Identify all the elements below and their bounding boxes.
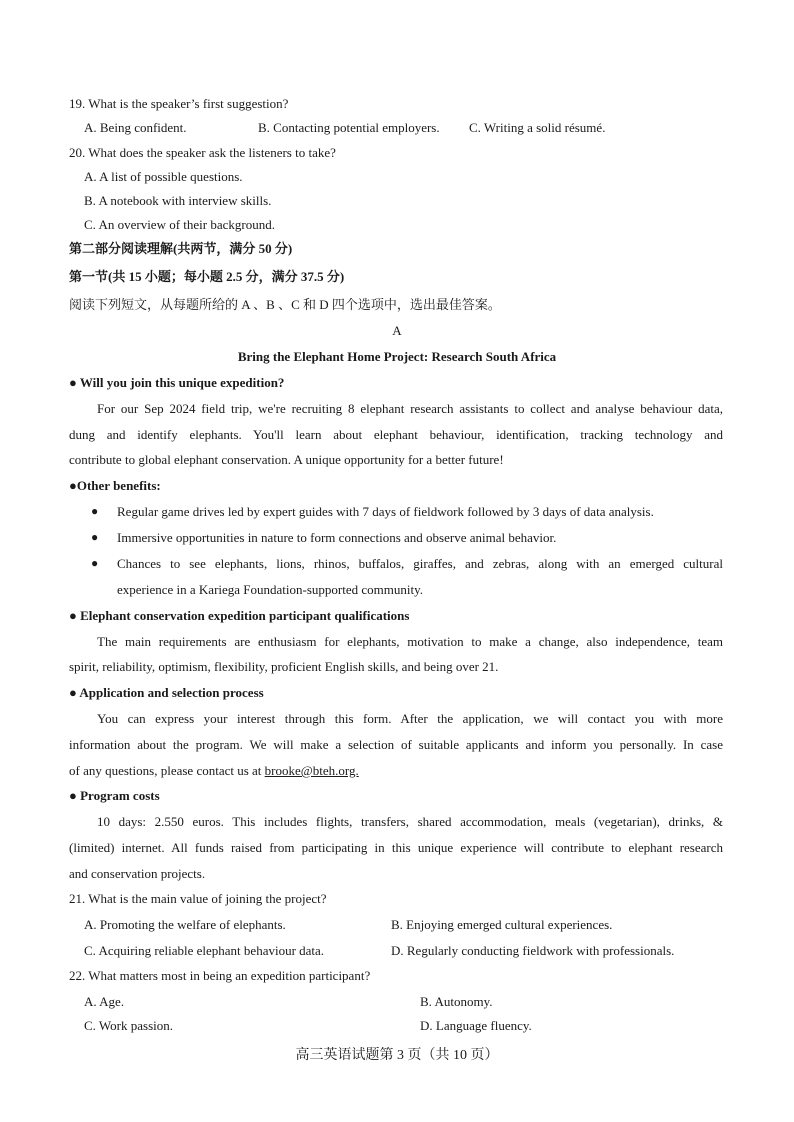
- paragraph-line: You can express your interest through this form. After the application, we will contact you with more: [97, 711, 723, 726]
- q20-option-b: B. A notebook with interview skills.: [84, 193, 272, 208]
- contact-email-link[interactable]: brooke@bteh.org.: [264, 763, 359, 778]
- passage-title: Bring the Elephant Home Project: Research South Africa: [237, 349, 557, 364]
- q19-stem: 19. What is the speaker’s first suggestion?: [69, 96, 289, 111]
- q21-option-b: B. Enjoying emerged cultural experiences.: [391, 917, 613, 932]
- paragraph-line: 10 days: 2.550 euros. This includes flights, transfers, shared accommodation, meals (vegetarian), drinks, &: [97, 814, 723, 829]
- bullet-dot-icon: ●: [91, 556, 99, 570]
- paragraph-line: [69, 763, 359, 779]
- q19-option-a: A. Being confident.: [84, 120, 187, 135]
- heading-join-expedition: ● Will you join this unique expedition?: [69, 375, 285, 390]
- q22-option-a: A. Age.: [84, 994, 125, 1009]
- bullet-item: Regular game drives led by expert guides with 7 days of fieldwork followed by 3 days of data analysis.: [117, 504, 654, 519]
- bullet-dot-icon: ●: [91, 530, 99, 544]
- contact-text: of any questions, please contact us at: [69, 763, 262, 778]
- q22-stem: 22. What matters most in being an expedition participant?: [69, 968, 371, 983]
- part2-section1: 第一节(共 15 小题；每小题 2.5 分，满分 37.5 分): [69, 269, 345, 284]
- part2-instruction: 阅读下列短文，从每题所给的 A 、B 、C 和 D 四个选项中，选出最佳答案。: [69, 297, 501, 312]
- q21-option-a: A. Promoting the welfare of elephants.: [84, 917, 286, 932]
- q22-option-b: B. Autonomy.: [420, 994, 493, 1009]
- paragraph-line: (limited) internet. All funds raised from participating in this unique experience will contribute to elephant research: [69, 840, 723, 855]
- heading-other-benefits: ●Other benefits:: [69, 478, 161, 493]
- q20-stem: 20. What does the speaker ask the listeners to take?: [69, 145, 336, 160]
- bullet-item: experience in a Kariega Foundation-supported community.: [117, 582, 424, 597]
- heading-application: ● Application and selection process: [69, 685, 264, 700]
- q19-option-b: B. Contacting potential employers.: [258, 120, 440, 135]
- paragraph-line: The main requirements are enthusiasm for elephants, motivation to make a change, also independence, team: [97, 634, 723, 649]
- q21-option-c: C. Acquiring reliable elephant behaviour data.: [84, 943, 325, 958]
- passage-letter: A: [392, 323, 402, 338]
- q20-option-c: C. An overview of their background.: [84, 217, 275, 232]
- part2-title: 第二部分阅读理解(共两节，满分 50 分): [69, 241, 293, 256]
- bullet-dot-icon: ●: [91, 504, 99, 518]
- page-footer: 高三英语试题第 3 页（共 10 页）: [295, 1048, 499, 1063]
- q22-option-d: D. Language fluency.: [420, 1018, 532, 1033]
- heading-program-costs: ● Program costs: [69, 788, 160, 803]
- bullet-item: Immersive opportunities in nature to form connections and observe animal behavior.: [117, 530, 557, 545]
- paragraph-line: contribute to global elephant conservation. A unique opportunity for a better future!: [69, 452, 504, 467]
- paragraph-line: For our Sep 2024 field trip, we're recruiting 8 elephant research assistants to collect and analyse behaviour data,: [97, 401, 723, 416]
- bullet-item: Chances to see elephants, lions, rhinos, buffalos, giraffes, and zebras, along with an emerged cultural: [117, 556, 723, 571]
- paragraph-line: spirit, reliability, optimism, flexibility, proficient English skills, and being over 21.: [69, 659, 499, 674]
- q21-stem: 21. What is the main value of joining the project?: [69, 891, 327, 906]
- paragraph-line: and conservation projects.: [69, 866, 206, 881]
- q22-option-c: C. Work passion.: [84, 1018, 173, 1033]
- paragraph-line: information about the program. We will make a selection of suitable applicants and inform you personally. In case: [69, 737, 723, 752]
- q19-option-c: C. Writing a solid résumé.: [469, 120, 606, 135]
- heading-qualifications: ● Elephant conservation expedition participant qualifications: [69, 608, 410, 623]
- q20-option-a: A. A list of possible questions.: [84, 169, 243, 184]
- paragraph-line: dung and identify elephants. You'll learn about elephant behaviour, identification, tracking technology and: [69, 427, 723, 442]
- q21-option-d: D. Regularly conducting fieldwork with professionals.: [391, 943, 675, 958]
